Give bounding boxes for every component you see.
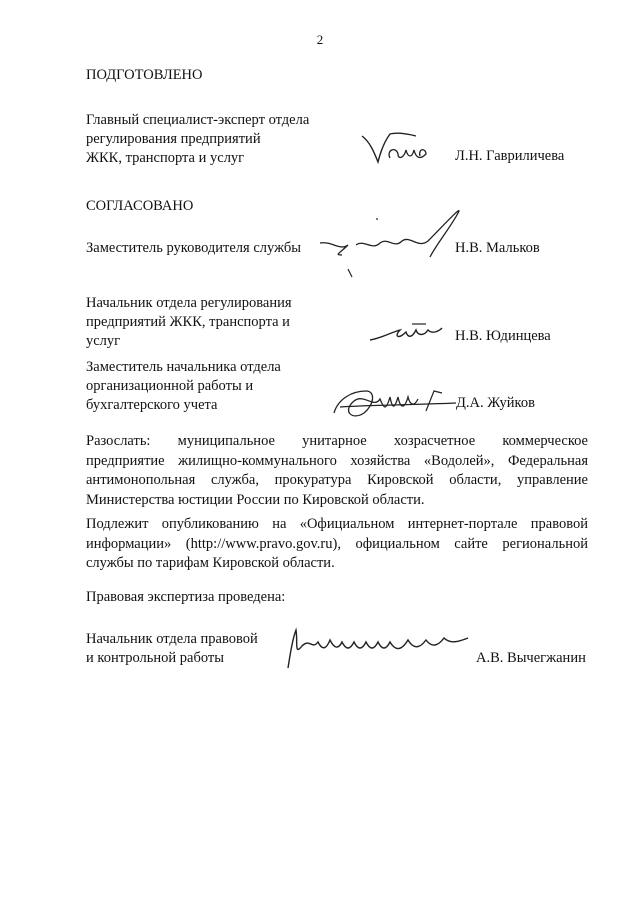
signer-position <box>86 294 292 351</box>
signer-position <box>86 358 281 415</box>
legal-review-statement: Правовая экспертиза проведена: <box>86 589 286 605</box>
signature-vychegzhanin <box>282 626 472 672</box>
signature-malkov <box>318 205 468 287</box>
prepared-name: Л.Н. Гавриличева <box>455 148 565 164</box>
position-line: организационной работы и <box>86 378 254 394</box>
publication-line: информации» (http://www.pravo.gov.ru), официальном сайте региональной <box>86 535 588 552</box>
signature-gavrilicheva <box>360 128 432 168</box>
legal-review-name: А.В. Вычегжанин <box>476 650 586 666</box>
legal-review-position <box>86 630 258 668</box>
position-line: Начальник отдела регулирования <box>86 295 292 311</box>
signer-name: Н.В. Юдинцева <box>455 328 551 344</box>
signer-position: Заместитель руководителя службы <box>86 240 302 256</box>
distribution-paragraph <box>86 432 588 510</box>
prepared-heading: ПОДГОТОВЛЕНО <box>86 67 203 83</box>
position-line: Заместитель начальника отдела <box>86 359 281 375</box>
distribution-line: антимонопольная служба, прокуратура Кировской области, управление <box>86 472 588 488</box>
signature-yudintseva <box>368 318 448 346</box>
publication-paragraph <box>86 515 588 574</box>
page-number: 2 <box>316 32 324 47</box>
signer-name: Н.В. Мальков <box>455 240 540 256</box>
position-line: бухгалтерского учета <box>86 397 218 413</box>
distribution-line: Разослать: муниципальное унитарное хозрасчетное коммерческое <box>86 433 588 449</box>
publication-line: службы по тарифам Кировской области. <box>86 555 335 571</box>
prepared-position <box>86 111 309 168</box>
distribution-line: предприятие жилищно-коммунального хозяйства «Водолей», Федеральная <box>86 452 588 469</box>
position-line: регулирования предприятий <box>86 131 261 147</box>
position-line: Главный специалист-эксперт отдела <box>86 112 310 128</box>
position-line: Начальник отдела правовой <box>86 631 258 647</box>
agreed-heading: СОГЛАСОВАНО <box>86 198 194 214</box>
signature-zhuikov <box>330 383 460 421</box>
distribution-line: Министерства юстиции России по Кировской области. <box>86 491 425 508</box>
position-line: и контрольной работы <box>86 650 224 666</box>
position-line: предприятий ЖКК, транспорта и <box>86 314 290 330</box>
signer-name: Д.А. Жуйков <box>456 395 535 411</box>
position-line: услуг <box>86 333 121 349</box>
position-line: ЖКК, транспорта и услуг <box>86 150 245 166</box>
publication-line: Подлежит опубликованию на «Официальном интернет-портале правовой <box>86 516 588 532</box>
